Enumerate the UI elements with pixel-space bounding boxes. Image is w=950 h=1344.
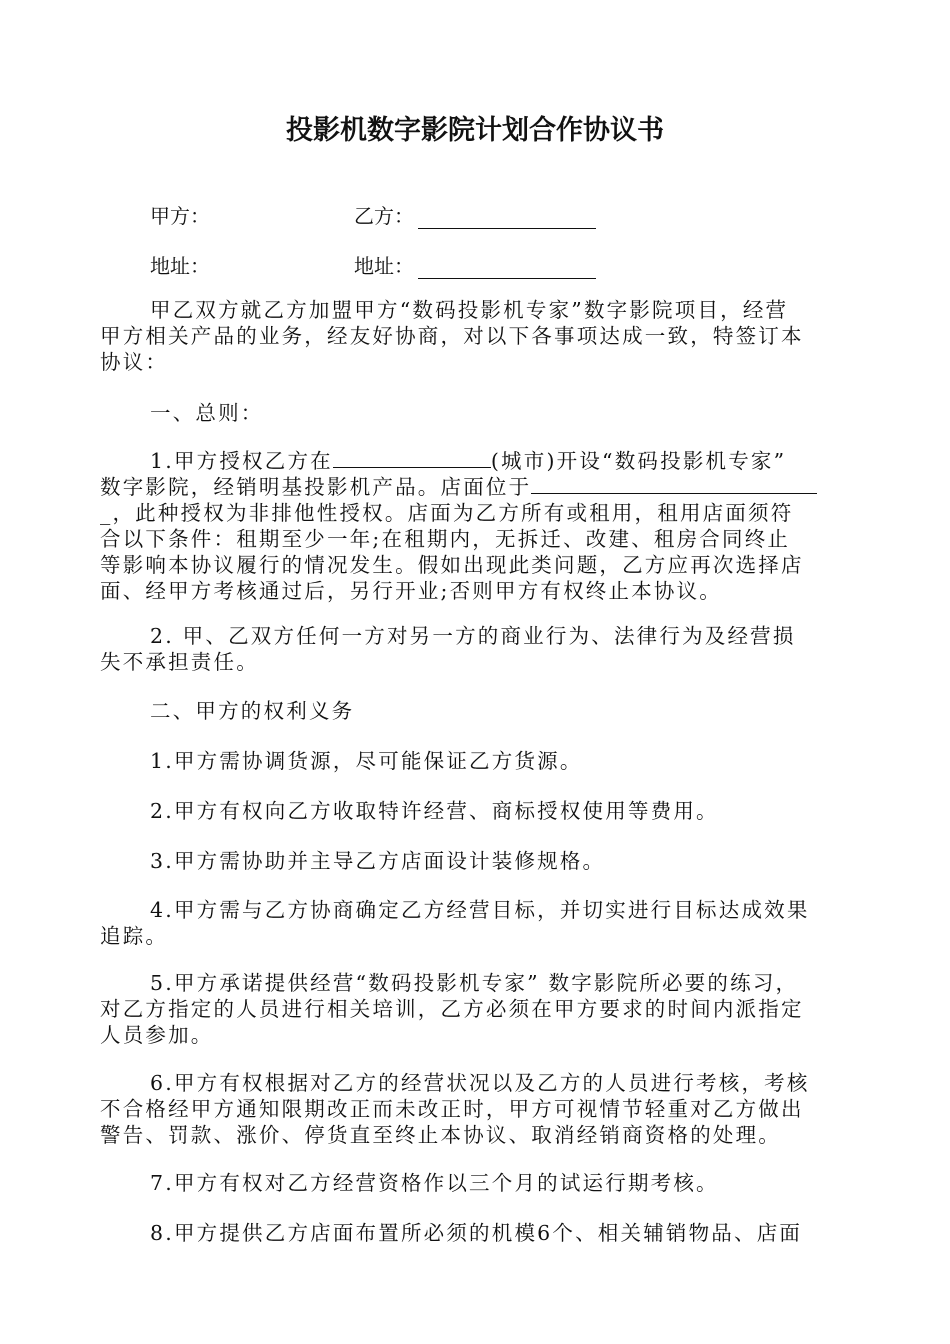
s2-item5 [100,970,852,1048]
store-location-blank [531,475,817,494]
s2-item7 [100,1170,852,1196]
s1-item1-line1 [100,448,852,474]
party-b-field [354,200,596,229]
city-blank [333,449,491,468]
intro-paragraph [100,297,852,375]
intro-line: 甲乙双方就乙方加盟甲方“数码投影机专家”数字影院项目，经营 [150,298,789,322]
s1-item1-line2 [100,474,852,500]
paragraph-line: 面、经甲方考核通过后，另行开业;否则甲方有权终止本协议。 [100,579,723,603]
party-a-label: 甲方： [150,204,210,228]
paragraph-line: 7.甲方有权对乙方经营资格作以三个月的试运行期考核。 [150,1171,719,1195]
address-b-blank [418,258,596,279]
s1-item2 [100,623,852,675]
paragraph-line: 8.甲方提供乙方店面布置所必须的机模6个、相关辅销物品、店面 [150,1221,803,1245]
section1-heading [100,400,852,426]
s2-item1 [100,748,852,774]
paragraph-line: 失不承担责任。 [100,650,259,674]
paragraph-line: 追踪。 [100,924,169,948]
intro-line: 协议： [100,350,169,374]
paragraph-line: 人员参加。 [100,1023,214,1047]
address-b-field [354,250,596,279]
s1-item1 [100,448,852,604]
section-heading: 二、甲方的权利义务 [150,699,355,723]
section2-heading [100,698,852,724]
paragraph-line: 等影响本协议履行的情况发生。假如出现此类问题，乙方应再次选择店 [100,553,804,577]
party-b-label: 乙方： [354,204,414,228]
intro-line: 甲方相关产品的业务，经友好协商，对以下各事项达成一致，特签订本 [100,324,804,348]
address-a-label: 地址： [150,254,210,278]
s2-item8 [100,1220,852,1246]
text-span: 数字影院，经销明基投影机产品。店面位于 [100,475,532,499]
paragraph-line: 警告、罚款、涨价、停货直至终止本协议、取消经销商资格的处理。 [100,1123,781,1147]
s2-item6 [100,1070,852,1148]
paragraph-line: 不合格经甲方通知限期改正而未改正时，甲方可视情节轻重对乙方做出 [100,1097,804,1121]
address-row [150,250,850,280]
paragraph-line: 5.甲方承诺提供经营“数码投影机专家” 数字影院所必要的练习， [150,971,799,995]
s2-item3 [100,848,852,874]
text-span: (城市)开设“数码投影机专家” [490,449,787,473]
section-heading: 一、总则： [150,401,264,425]
text-span: 1.甲方授权乙方在 [150,449,333,473]
document-title: 投影机数字影院计划合作协议书 [286,115,664,146]
paragraph-line: 合以下条件：租期至少一年;在租期内，无拆迁、改建、租房合同终止 [100,527,791,551]
paragraph-line: _，此种授权为非排他性授权。店面为乙方所有或租用，租用店面须符 [100,501,794,525]
paragraph-line: 2.甲方有权向乙方收取特许经营、商标授权使用等费用。 [150,799,719,823]
s2-item2 [100,798,852,824]
address-b-label: 地址： [354,254,414,278]
paragraph-line: 6.甲方有权根据对乙方的经营状况以及乙方的人员进行考核，考核 [150,1071,810,1095]
party-row [150,200,850,230]
paragraph-line: 4.甲方需与乙方协商确定乙方经营目标，并切实进行目标达成效果 [150,898,810,922]
paragraph-line: 1.甲方需协调货源，尽可能保证乙方货源。 [150,749,583,773]
party-b-blank [418,208,596,229]
paragraph-line: 对乙方指定的人员进行相关培训，乙方必须在甲方要求的时间内派指定 [100,997,804,1021]
paragraph-line: 3.甲方需协助并主导乙方店面设计装修规格。 [150,849,606,873]
s2-item4 [100,897,852,949]
paragraph-line: 2. 甲、乙双方任何一方对另一方的商业行为、法律行为及经营损 [150,624,796,648]
